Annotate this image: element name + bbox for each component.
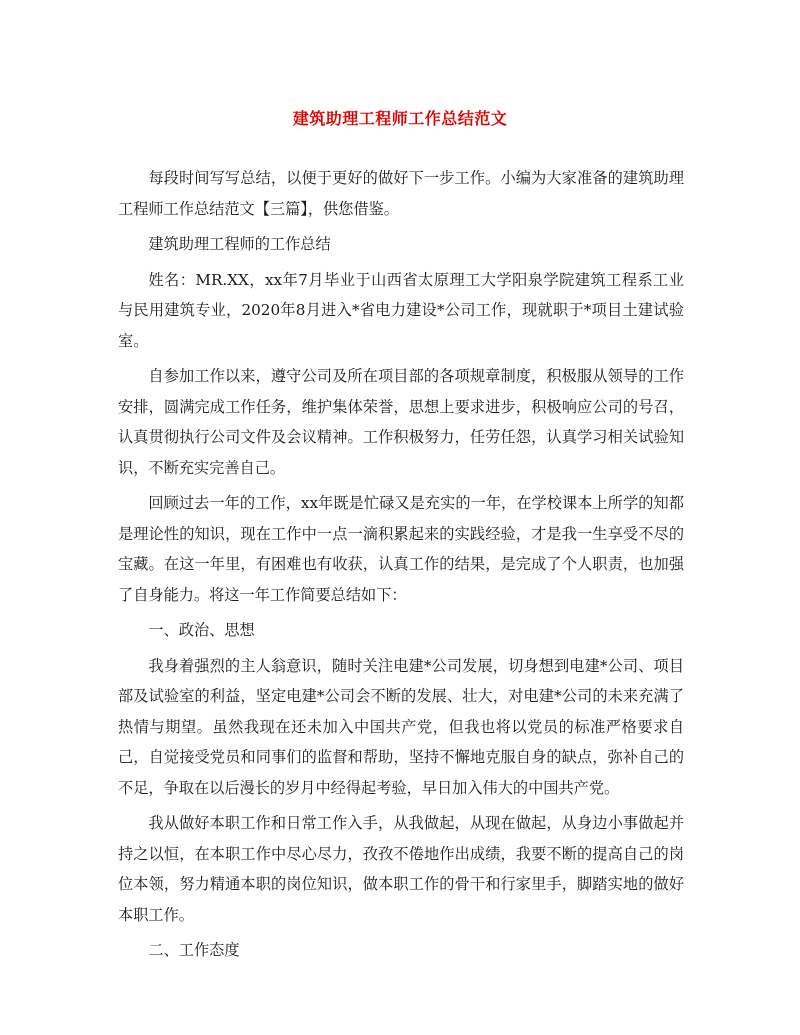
paragraph-duties: 我从做好本职工作和日常工作入手，从我做起，从现在做起，从身边小事做起并持之以恒，在本职工作中尽心尽力，孜孜不倦地作出成绩，我要不断的提高自己的岗位本领，努力精通本职的岗位知识，做本职工作的骨干和行家里手，脚踏实地的做好本职工作。 [118, 814, 684, 924]
paragraph-work-attitude: 自参加工作以来，遵守公司及所在项目部的各项规章制度，积极服从领导的工作安排，圆满完成工作任务，维护集体荣誉，思想上要求进步，积极响应公司的号召，认真贯彻执行公司文件及会议精神。工作积极努力，任劳任怨，认真学习相关试验知识，不断充实完善自己。 [118, 367, 684, 477]
document-body [118, 163, 684, 971]
paragraph-subtitle: 建筑助理工程师的工作总结 [148, 235, 331, 253]
paragraph-politics: 我身着强烈的主人翁意识，随时关注电建*公司发展，切身想到电建*公司、项目部及试验室的利益，坚定电建*公司会不断的发展、壮大，对电建*公司的未来充满了热情与期望。虽然我现在还未加入中国共产党，但我也将以党员的标准严格要求自己，自觉接受党员和同事们的监督和帮助，坚持不懈地克服自身的缺点，弥补自己的不足，争取在以后漫长的岁月中经得起考验，早日加入伟大的中国共产党。 [118, 656, 684, 797]
document-title: 建筑助理工程师工作总结范文 [292, 109, 508, 128]
section-heading-attitude: 二、工作态度 [148, 941, 240, 959]
paragraph-personal-info: 姓名：MR.XX，xx年7月毕业于山西省太原理工大学阳泉学院建筑工程系工业与民用建筑专业，2020年8月进入*省电力建设*公司工作，现就职于*项目土建试验室。 [118, 270, 684, 350]
paragraph-intro: 每段时间写写总结，以便于更好的做好下一步工作。小编为大家准备的建筑助理工程师工作总结范文【三篇】，供您借鉴。 [118, 169, 684, 218]
paragraph-review: 回顾过去一年的工作，xx年既是忙碌又是充实的一年，在学校课本上所学的知都是理论性的知识，现在工作中一点一滴积累起来的实践经验，才是我一生享受不尽的宝藏。在这一年里，有困难也有收获，认真工作的结果，是完成了个人职责，也加强了自身能力。将这一年工作简要总结如下： [118, 494, 684, 604]
section-heading-politics: 一、政治、思想 [148, 621, 255, 639]
